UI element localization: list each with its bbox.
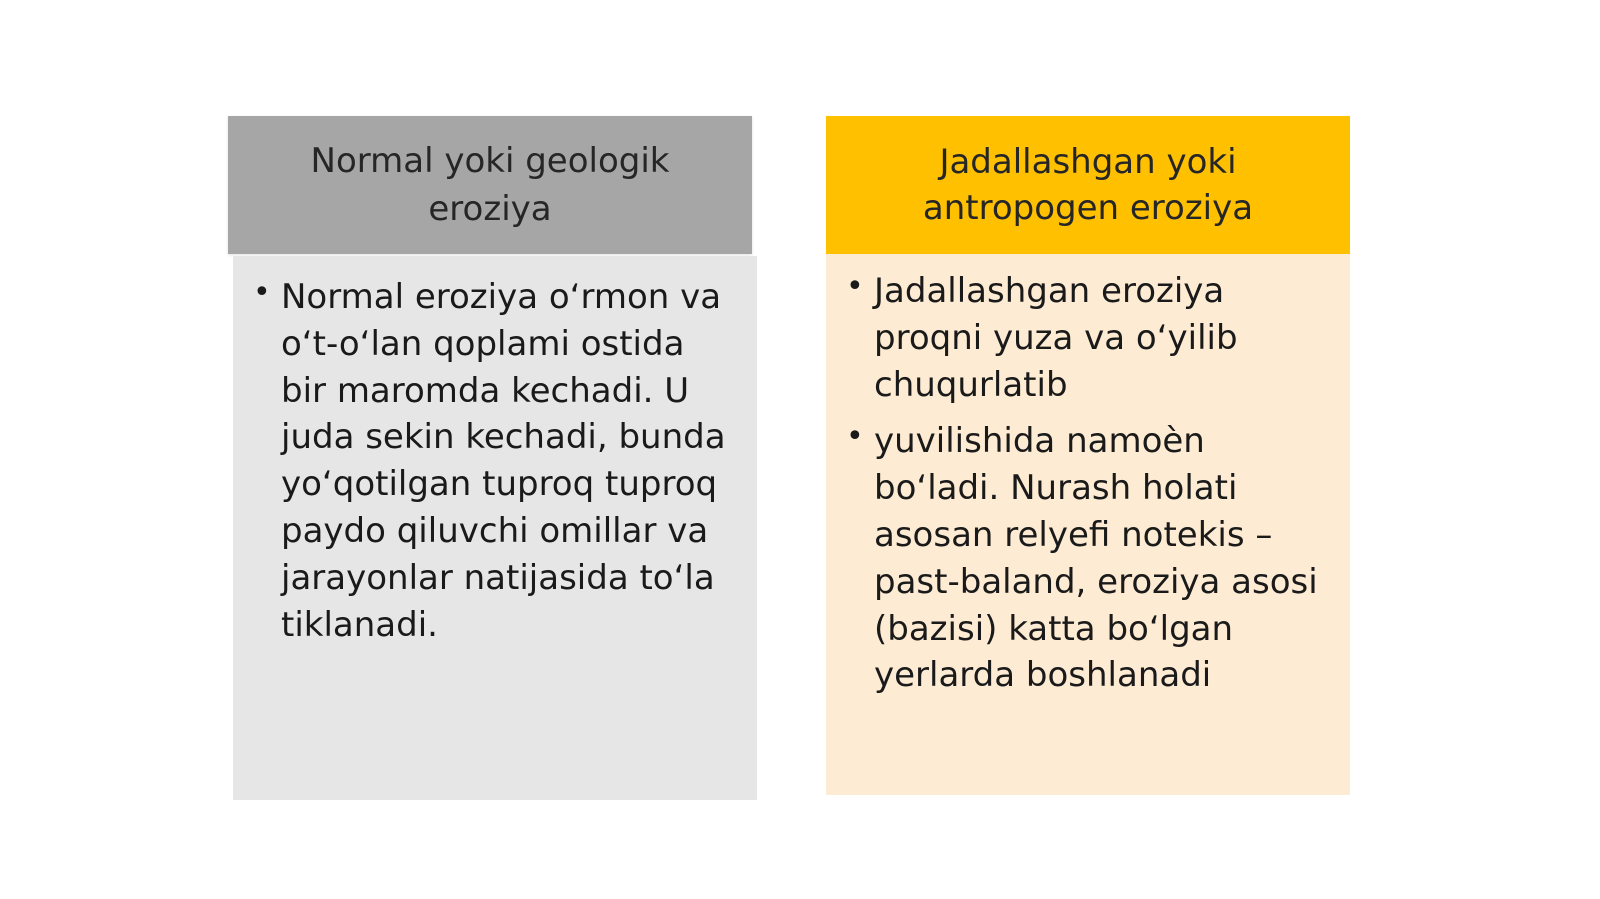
bullet-item: [846, 418, 1332, 699]
bullet-dot-icon: •: [253, 275, 271, 310]
bullet-item: [253, 274, 739, 648]
bullet-dot-icon: •: [846, 269, 864, 304]
bullet-text: yuvilishida namoèn bo‘ladi. Nurash holati asosan relyefi notekis – past-baland, eroziya asosi (bazisi) katta bo‘lgan yerlarda boshlanadi: [874, 421, 1318, 696]
bullet-dot-icon: •: [846, 419, 864, 455]
bullet-list-right: [846, 268, 1332, 699]
header-normal-erosion: [228, 116, 752, 254]
body-accelerated-erosion: [826, 254, 1350, 795]
bullet-text: Normal eroziya o‘rmon va o‘t-o‘lan qoplami ostida bir maromda kechadi. U juda sekin kechadi, bunda yo‘qotilgan tuproq tuproq paydo qiluvchi omillar va jarayonlar natijasida to‘la tiklanadi.: [281, 277, 726, 645]
bullet-text: Jadallashgan eroziya proqni yuza va o‘yilib chuqurlatib: [874, 271, 1238, 405]
body-normal-erosion: [233, 256, 757, 800]
bullet-list-left: [253, 274, 739, 648]
header-normal-erosion-text: Normal yoki geologik eroziya: [310, 141, 670, 229]
header-accelerated-erosion: [826, 116, 1350, 254]
header-accelerated-erosion-text: Jadallashgan yoki antropogen eroziya: [922, 142, 1254, 228]
bullet-item: [846, 268, 1332, 408]
